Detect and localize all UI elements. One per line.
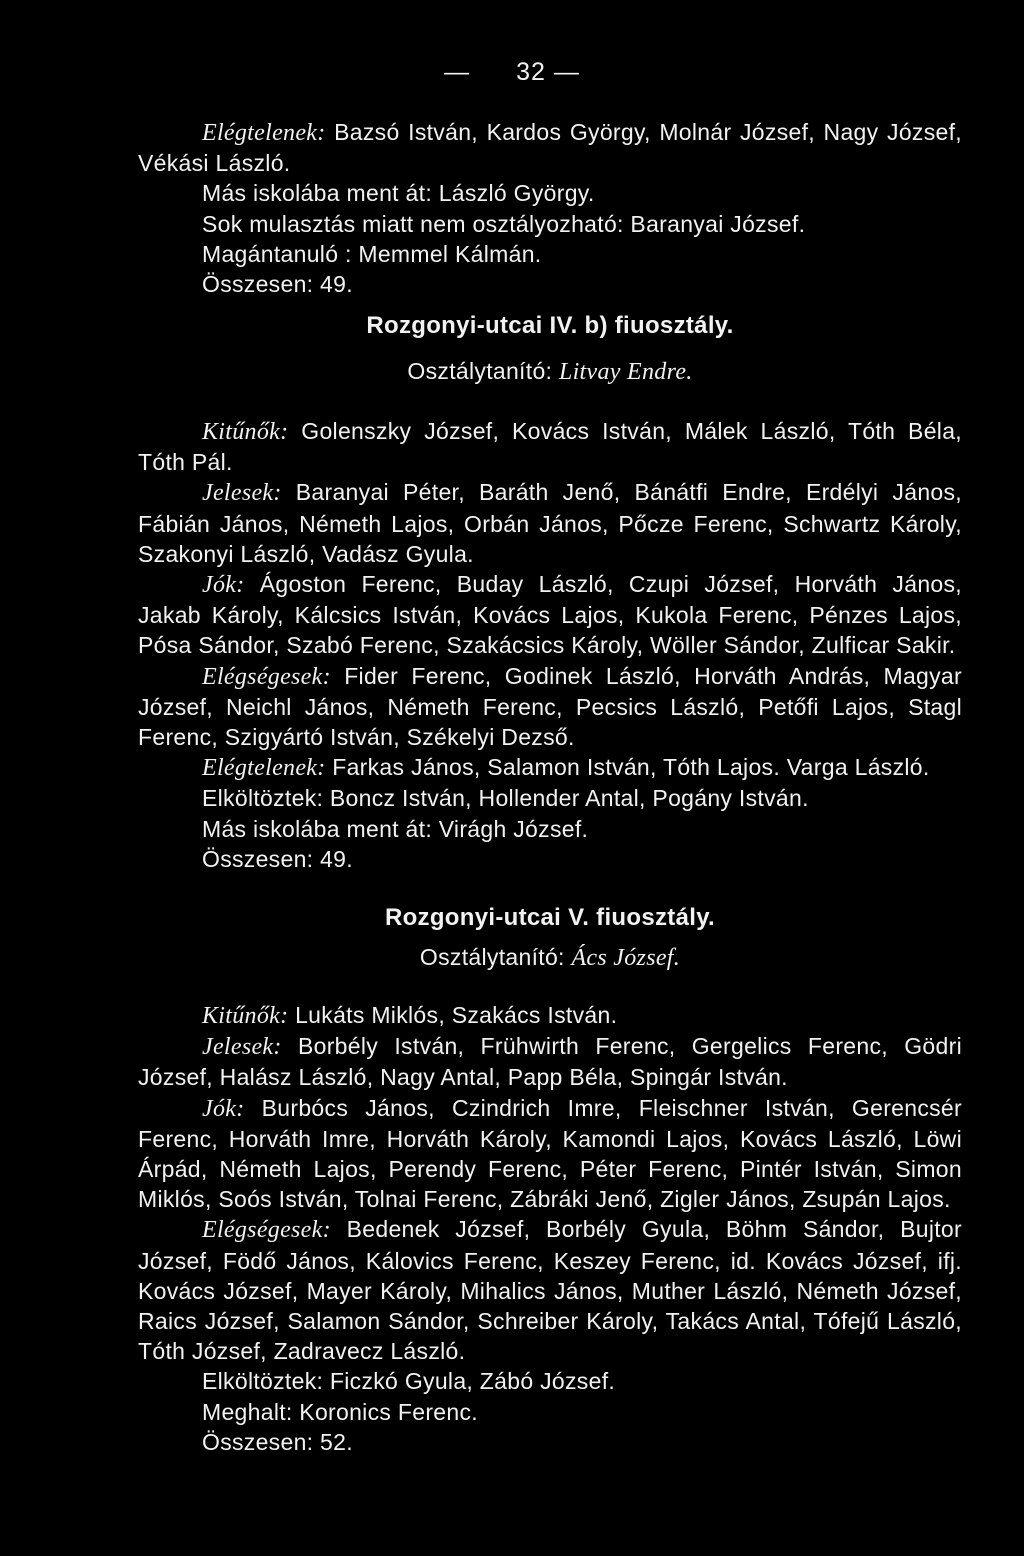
teacher-label: Osztálytanító: [407, 358, 553, 384]
section-v-jok [138, 1093, 962, 1215]
section-iv-osszesen: Összesen: 49. [202, 845, 353, 872]
elegtelenek-text: Farkas János, Salamon István, Tóth Lajos. Varga László. [332, 754, 930, 781]
prev-section [138, 117, 962, 299]
prev-magantanulo: Magántanuló : Memmel Kálmán. [202, 240, 542, 267]
label-elegsegesek: Elégségesek: [202, 1217, 331, 1244]
kitunok-text: Lukáts Miklós, Szakács István. [295, 1002, 618, 1028]
section-v [138, 904, 962, 1457]
section-iv-teacher [138, 358, 962, 386]
prev-mulasztas: Sok mulasztás miatt nem osztályozható: Baranyai József. [202, 210, 806, 237]
label-jelesek: Jelesek: [202, 480, 282, 507]
section-iv-mas-iskola: Más iskolába ment át: Virágh József. [202, 815, 589, 842]
section-iv-elegtelenek [138, 752, 962, 783]
prev-osszesen: Összesen: 49. [202, 271, 353, 298]
section-iv-kitunok [138, 416, 962, 477]
kitunok-text: Golenszky József, Kovács István, Málek László, Tóth Béla, Tóth Pál. [138, 418, 962, 476]
section-iv-lists [138, 416, 962, 874]
jelesek-text: Baranyai Péter, Baráth Jenő, Bánátfi Endre, Erdélyi János, Fábián János, Németh Lajos, Orbán János, Pőcze Ferenc, Schwartz Károly, Szakonyi László, Vadász Gyula. [138, 479, 962, 567]
section-v-teacher [138, 944, 962, 972]
jok-text: Burbócs János, Czindrich Imre, Fleischner István, Gerencsér Ferenc, Horváth Imre, Horváth Károly, Kamondi Lajos, Kovács László, Löwi Árpád, Németh Lajos, Perendy Ferenc, Péter Ferenc, Pintér István, Simon Miklós, Soós István, Tolnai Ferenc, Zábráki Jenő, Zigler János, Zsupán Lajos. [138, 1094, 962, 1213]
label-elegtelenek: Elégtelenek: [202, 755, 326, 782]
section-v-osszesen: Összesen: 52. [202, 1428, 353, 1455]
label-kitunok: Kitűnők: [202, 1003, 289, 1029]
teacher-name: Ács József. [571, 945, 681, 971]
elegsegesek-text: Fider Ferenc, Godinek László, Horváth András, Magyar József, Neichl János, Németh Ferenc, Pecsics László, Petőfi Lajos, Stagl Ferenc, Szigyártó István, Székelyi Dezső. [138, 662, 962, 751]
page-number-value: 32 [516, 58, 546, 86]
section-iv-heading: Rozgonyi-utcai IV. b) fiuosztály. [366, 312, 734, 339]
section-iv-elkoltoztek: Elköltöztek: Boncz István, Hollender Antal, Pogány István. [202, 785, 809, 812]
prev-elegtelenek-text: Bazsó István, Kardos György, Molnár József, Nagy József, Vékási László. [138, 119, 962, 177]
section-v-lists [138, 1000, 962, 1457]
label-elegsegesek: Elégségesek: [202, 663, 331, 690]
label-elegtelenek: Elégtelenek: [202, 120, 326, 146]
section-iv [138, 312, 962, 874]
prev-elegtelenek-paragraph [138, 117, 962, 178]
section-iv-jelesek [138, 477, 962, 569]
section-v-jelesek [138, 1031, 962, 1092]
label-jok: Jók: [202, 572, 245, 599]
jelesek-text: Borbély István, Frühwirth Ferenc, Gergelics Ferenc, Gödri József, Halász László, Nagy Antal, Papp Béla, Spingár István. [138, 1033, 962, 1091]
section-v-elkoltoztek: Elköltöztek: Ficzkó Gyula, Zábó József. [202, 1368, 616, 1395]
prev-mas-iskola: Más iskolába ment át: László György. [202, 180, 595, 207]
teacher-name: Litvay Endre. [558, 359, 693, 385]
teacher-label: Osztálytanító: [419, 944, 565, 970]
jok-text: Ágoston Ferenc, Buday László, Czupi József, Horváth János, Jakab Károly, Kálcsics István, Kovács Lajos, Kukola Ferenc, Pénzes Lajos, Pósa Sándor, Szabó Ferenc, Szakácsics Károly, Wöller Sándor, Zulficar Sakir. [138, 571, 962, 659]
elegsegesek-text: Bedenek József, Borbély Gyula, Böhm Sándor, Bujtor József, Födő János, Kálovics Ferenc, Keszey Ferenc, id. Kovács József, ifj. Kovács József, Mayer Károly, Mihalics János, Muther László, Németh József, Raics József, Salamon Sándor, Schreiber Károly, Takács Antal, Tófejű László, Tóth József, Zadravecz László. [138, 1216, 962, 1365]
page-number: — 32 — [444, 58, 580, 86]
section-v-kitunok [138, 1000, 962, 1031]
section-v-heading: Rozgonyi-utcai V. fiuosztály. [384, 904, 716, 931]
label-kitunok: Kitűnők: [202, 419, 289, 445]
section-iv-jok [138, 569, 962, 661]
section-v-elegsegesek [138, 1214, 962, 1366]
section-iv-elegsegesek [138, 661, 962, 753]
label-jok: Jók: [202, 1095, 245, 1122]
label-jelesek: Jelesek: [202, 1034, 282, 1061]
section-v-meghalt: Meghalt: Koronics Ferenc. [202, 1398, 478, 1425]
